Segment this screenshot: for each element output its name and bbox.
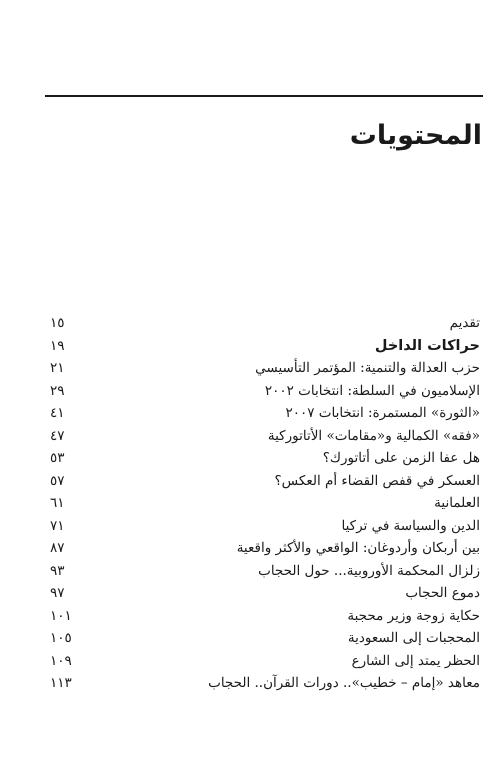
toc-page-number: ٢١ <box>50 360 65 376</box>
toc-entry <box>50 651 480 674</box>
toc-page-number: ٤١ <box>50 405 65 421</box>
toc-page-number: ٩٣ <box>50 562 65 579</box>
toc-page-number: ١٠١ <box>50 607 72 624</box>
toc-entry-title: الدين والسياسة في تركيا <box>341 517 480 534</box>
toc-entry-title: «الثورة» المستمرة: انتخابات ٢٠٠٧ <box>285 405 480 421</box>
toc-entry-title: هل عفا الزمن على أتاتورك؟ <box>322 450 480 466</box>
toc-page-number: ١٩ <box>50 337 65 354</box>
toc-page-number: ٢٩ <box>50 382 65 399</box>
toc-entry <box>50 358 480 381</box>
toc-page-number: ٤٧ <box>50 427 65 444</box>
toc-entry-title: معاهد «إمام – خطيب».. دورات القرآن.. الحجاب <box>208 675 480 691</box>
toc-entry <box>50 583 480 606</box>
toc-entry-title: حراكات الداخل <box>374 337 480 354</box>
toc-page-number: ١١٣ <box>50 675 72 691</box>
toc-entry <box>50 471 480 494</box>
toc-entry-title: حزب العدالة والتنمية: المؤتمر التأسيسي <box>255 360 480 376</box>
toc-entry-title: زلزال المحكمة الأوروبية... حول الحجاب <box>258 562 480 579</box>
toc-page-number: ١٥ <box>50 315 65 331</box>
toc-entry-title: بين أربكان وأردوغان: الواقعي والأكثر واقعية <box>236 540 480 556</box>
toc-entry-title: تقديم <box>449 315 480 331</box>
toc-entry-title: العسكر في قفص القضاء أم العكس؟ <box>274 472 480 489</box>
toc-entry <box>50 628 480 651</box>
toc-page-number: ١٠٥ <box>50 630 72 646</box>
toc-entry-title: المحجبات إلى السعودية <box>347 630 480 646</box>
page-title: المحتويات <box>349 120 482 151</box>
toc-entry <box>50 538 480 561</box>
toc-entry-title: حكاية زوجة وزير محجبة <box>347 607 480 624</box>
toc-entry-title: «فقه» الكمالية و«مقامات» الأتاتوركية <box>267 427 480 444</box>
toc-page-number: ٧١ <box>50 517 65 534</box>
toc-page-number: ١٠٩ <box>50 652 72 669</box>
toc-section-heading <box>50 336 480 359</box>
toc-entry <box>50 516 480 539</box>
toc-entry <box>50 448 480 471</box>
toc-entry <box>50 606 480 629</box>
header-rule <box>45 95 483 97</box>
toc-entry-title: الإسلاميون في السلطة: انتخابات ٢٠٠٢ <box>264 382 480 399</box>
toc-page-number: ٥٧ <box>50 472 65 489</box>
toc-entry <box>50 673 480 696</box>
toc-entry <box>50 426 480 449</box>
toc-entry-title: العلمانية <box>434 495 480 511</box>
table-of-contents <box>50 313 480 696</box>
toc-page-number: ٦١ <box>50 495 65 511</box>
toc-page-number: ٩٧ <box>50 585 65 601</box>
toc-entry <box>50 403 480 426</box>
toc-page-number: ٥٣ <box>50 450 65 466</box>
toc-entry <box>50 381 480 404</box>
toc-entry-title: الحظر يمتد إلى الشارع <box>351 652 480 669</box>
toc-entry <box>50 493 480 516</box>
toc-entry-title: دموع الحجاب <box>405 585 480 601</box>
toc-entry <box>50 313 480 336</box>
toc-page-number: ٨٧ <box>50 540 65 556</box>
toc-entry <box>50 561 480 584</box>
